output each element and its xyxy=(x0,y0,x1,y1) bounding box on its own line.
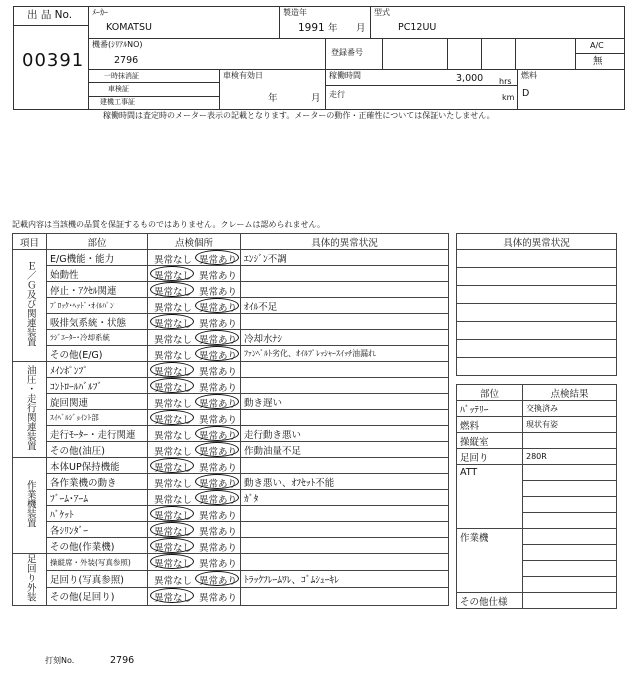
selected-circle xyxy=(195,250,239,265)
check-cell xyxy=(148,298,241,314)
inspection-row xyxy=(13,522,449,538)
part-cell: ﾌﾞﾛｯｸ･ﾍｯﾄﾞ･ｵｲﾙﾊﾟﾝ xyxy=(47,298,148,314)
col-part-header: 部位 xyxy=(47,234,148,250)
detail-cell xyxy=(241,554,449,571)
att-label xyxy=(457,481,523,497)
cert-inspection: 車検証 xyxy=(108,85,129,93)
col-check-header: 点検個所 xyxy=(148,234,241,250)
work-equipment-label xyxy=(457,577,523,593)
detail-cell: ｴﾝｼﾞﾝ不調 xyxy=(241,250,449,266)
detail-cell xyxy=(241,588,449,605)
normal-option: 異常なし xyxy=(154,415,193,426)
km-unit: km xyxy=(502,93,515,102)
detail-cell xyxy=(241,266,449,282)
detail-list-cell xyxy=(457,358,617,376)
lot-number: 00391 xyxy=(22,50,85,71)
inspection-row xyxy=(13,442,449,458)
detail-list-row xyxy=(457,358,617,376)
check-cell xyxy=(148,442,241,458)
selected-circle xyxy=(150,362,194,377)
detail-cell: 作動油量不足 xyxy=(241,442,449,458)
detail-list-cell xyxy=(457,322,617,340)
att-row xyxy=(457,465,617,481)
ac-label: A/C xyxy=(590,41,604,50)
inspection-date-label: 車検有効日 xyxy=(223,71,263,80)
selected-circle xyxy=(150,314,194,329)
inspection-row xyxy=(13,490,449,506)
inspection-row xyxy=(13,506,449,522)
part-cell: その他(油圧) xyxy=(47,442,148,458)
att-label: ATT xyxy=(457,465,523,481)
normal-option: 異常なし xyxy=(154,335,193,346)
detail-list-row xyxy=(457,250,617,268)
stamp-number: 2796 xyxy=(110,655,135,666)
selected-circle xyxy=(150,282,194,297)
selected-circle xyxy=(150,378,194,393)
check-cell xyxy=(148,394,241,410)
abnormal-option: 異常あり xyxy=(199,479,238,490)
inspection-row xyxy=(13,538,449,554)
detail-cell xyxy=(241,282,449,298)
abnormal-option: 異常あり xyxy=(199,351,238,362)
inspection-row xyxy=(13,330,449,346)
selected-circle xyxy=(150,458,194,473)
check-cell xyxy=(148,490,241,506)
maker-label: ﾒｰｶｰ xyxy=(92,8,108,17)
part-cell: ﾌﾞｰﾑ･ｱｰﾑ xyxy=(47,490,148,506)
year-label: 製造年 xyxy=(283,8,307,17)
check-cell xyxy=(148,282,241,298)
results-row xyxy=(457,401,617,417)
part-cell: ﾊﾞｹｯﾄ xyxy=(47,506,148,522)
work-equipment-row xyxy=(457,561,617,577)
normal-option: 異常なし xyxy=(154,271,193,282)
normal-option: 異常なし xyxy=(154,303,193,314)
inspection-month-unit: 月 xyxy=(311,93,321,104)
abnormal-option: 異常あり xyxy=(199,271,238,282)
inspection-row xyxy=(13,314,449,330)
part-cell: ﾒｲﾝﾎﾟﾝﾌﾟ xyxy=(47,362,148,378)
lot-number-label: 出 品 No. xyxy=(27,9,73,21)
check-cell xyxy=(148,250,241,266)
normal-option: 異常なし xyxy=(154,479,193,490)
check-cell xyxy=(148,346,241,362)
results-part-header: 部位 xyxy=(457,385,523,401)
check-cell xyxy=(148,314,241,330)
part-cell: その他(作業機) xyxy=(47,538,148,554)
abnormal-option: 異常あり xyxy=(199,527,238,538)
hours-note: 稼働時間は査定時のメーター表示の記載となります。メーターの動作・正確性については保証いたしません。 xyxy=(103,111,495,120)
results-table xyxy=(456,384,617,609)
att-value xyxy=(523,497,617,513)
inspection-row xyxy=(13,266,449,282)
cert-construction: 建機工事証 xyxy=(100,98,135,106)
selected-circle xyxy=(150,410,194,425)
abnormal-option: 異常あり xyxy=(199,415,238,426)
check-cell xyxy=(148,378,241,394)
work-equipment-row xyxy=(457,577,617,593)
check-cell xyxy=(148,330,241,346)
part-cell: 停止・ｱｸｾﾙ関連 xyxy=(47,282,148,298)
abnormal-option: 異常あり xyxy=(199,559,238,570)
abnormal-option: 異常あり xyxy=(199,303,238,314)
distance-label: 走行 xyxy=(329,90,345,99)
inspection-year-unit: 年 xyxy=(268,93,278,104)
hours-label: 稼働時間 xyxy=(329,71,361,80)
abnormal-option: 異常あり xyxy=(199,399,238,410)
part-cell: 吸排気系統・状態 xyxy=(47,314,148,330)
year: 1991 xyxy=(298,22,325,34)
part-cell: 本体UP保持機能 xyxy=(47,458,148,474)
detail-cell xyxy=(241,522,449,538)
registration-label: 登録番号 xyxy=(331,48,363,57)
work-equipment-label xyxy=(457,545,523,561)
normal-option: 異常なし xyxy=(154,399,193,410)
att-row xyxy=(457,513,617,529)
check-cell xyxy=(148,474,241,490)
cert-temporary: 一時抹消証 xyxy=(104,72,139,80)
results-value: 280R xyxy=(523,449,617,465)
selected-circle xyxy=(195,298,239,313)
abnormal-option: 異常あり xyxy=(199,495,238,506)
fuel-label: 燃料 xyxy=(521,71,537,80)
detail-list-title: 具体的異常状況 xyxy=(457,234,617,250)
abnormal-option: 異常あり xyxy=(199,319,238,330)
col-detail-header: 具体的異常状況 xyxy=(241,234,449,250)
abnormal-option: 異常あり xyxy=(199,576,238,588)
abnormal-option: 異常あり xyxy=(199,367,238,378)
abnormal-option: 異常あり xyxy=(199,511,238,522)
detail-list-row xyxy=(457,268,617,286)
abnormal-option: 異常あり xyxy=(199,255,238,266)
att-value xyxy=(523,513,617,529)
inspection-table xyxy=(12,233,449,606)
part-cell: 始動性 xyxy=(47,266,148,282)
abnormal-option: 異常あり xyxy=(199,463,238,474)
att-row xyxy=(457,481,617,497)
detail-cell: 冷却水ﾅｼ xyxy=(241,330,449,346)
results-part: 操縦室 xyxy=(457,433,523,449)
normal-option: 異常なし xyxy=(154,431,193,442)
normal-option: 異常なし xyxy=(154,447,193,458)
inspection-row xyxy=(13,554,449,571)
inspection-row xyxy=(13,474,449,490)
selected-circle xyxy=(150,554,194,569)
other-spec-label: その他仕様 xyxy=(457,593,523,609)
detail-list-row xyxy=(457,286,617,304)
results-part: 足回り xyxy=(457,449,523,465)
abnormal-option: 異常あり xyxy=(199,287,238,298)
normal-option: 異常なし xyxy=(154,543,193,554)
selected-circle xyxy=(195,394,239,409)
work-equipment-value xyxy=(523,529,617,545)
att-label xyxy=(457,513,523,529)
section-label: 作業機装置 xyxy=(13,458,47,554)
work-equipment-label: 作業機 xyxy=(457,529,523,545)
selected-circle xyxy=(150,506,194,521)
detail-cell xyxy=(241,378,449,394)
model: PC12UU xyxy=(398,22,437,33)
work-equipment-value xyxy=(523,561,617,577)
inspection-row xyxy=(13,458,449,474)
detail-cell: ｵｲﾙ不足 xyxy=(241,298,449,314)
work-equipment-row xyxy=(457,529,617,545)
hours-unit: hrs xyxy=(499,77,512,86)
results-row xyxy=(457,417,617,433)
normal-option: 異常なし xyxy=(154,287,193,298)
detail-cell xyxy=(241,538,449,554)
inspection-row xyxy=(13,410,449,426)
att-row xyxy=(457,497,617,513)
part-cell: 各作業機の動き xyxy=(47,474,148,490)
check-cell xyxy=(148,571,241,588)
results-value: 交換済み xyxy=(523,401,617,417)
check-cell xyxy=(148,362,241,378)
work-equipment-value xyxy=(523,545,617,561)
serial-label: 機番(ｼﾘｱﾙNO) xyxy=(92,40,143,49)
inspection-row xyxy=(13,346,449,362)
check-cell xyxy=(148,506,241,522)
year-unit: 年 xyxy=(328,23,338,34)
detail-cell xyxy=(241,458,449,474)
section-label: Ｅ／Ｇ及び関連装置 xyxy=(13,250,47,362)
work-equipment-label xyxy=(457,561,523,577)
check-cell xyxy=(148,538,241,554)
part-cell: 操縦席・外装(写真参照) xyxy=(47,554,148,571)
detail-list-cell xyxy=(457,304,617,322)
detail-cell xyxy=(241,410,449,426)
other-spec-value xyxy=(523,593,617,609)
inspection-row xyxy=(13,250,449,266)
model-label: 型式 xyxy=(374,8,390,17)
detail-list-cell xyxy=(457,286,617,304)
abnormal-option: 異常あり xyxy=(199,543,238,554)
detail-cell: ﾄﾗｯｸﾌﾚｰﾑﾜﾚ、ｺﾞﾑｼｭｰｷﾚ xyxy=(241,571,449,588)
ac-value: 無 xyxy=(593,56,603,67)
part-cell: 走行ﾓｰﾀｰ・走行関連 xyxy=(47,426,148,442)
section-label: 足回り外装 xyxy=(13,554,47,606)
inspection-row xyxy=(13,298,449,314)
normal-option: 異常なし xyxy=(154,593,193,605)
maker: KOMATSU xyxy=(106,22,152,33)
stamp-label: 打刻No. xyxy=(45,656,75,665)
selected-circle xyxy=(195,426,239,441)
check-cell xyxy=(148,266,241,282)
check-cell xyxy=(148,426,241,442)
normal-option: 異常なし xyxy=(154,383,193,394)
inspection-row xyxy=(13,362,449,378)
inspection-row xyxy=(13,378,449,394)
selected-circle xyxy=(195,330,239,345)
inspection-row xyxy=(13,394,449,410)
results-value: 現状有姿 xyxy=(523,417,617,433)
disclaimer: 記載内容は当該機の品質を保証するものではありません。クレームは認められません。 xyxy=(12,220,325,229)
detail-cell: 動き悪い、ｵﾌｾｯﾄ不能 xyxy=(241,474,449,490)
detail-list-cell xyxy=(457,268,617,286)
check-cell xyxy=(148,410,241,426)
other-spec-row xyxy=(457,593,617,609)
normal-option: 異常なし xyxy=(154,255,193,266)
att-value xyxy=(523,481,617,497)
month-unit: 月 xyxy=(356,23,366,34)
normal-option: 異常なし xyxy=(154,351,193,362)
abnormal-option: 異常あり xyxy=(199,383,238,394)
normal-option: 異常なし xyxy=(154,576,193,588)
results-row xyxy=(457,433,617,449)
work-equipment-value xyxy=(523,577,617,593)
part-cell: その他(E/G) xyxy=(47,346,148,362)
part-cell: 足回り(写真参照) xyxy=(47,571,148,588)
part-cell: E/G機能・能力 xyxy=(47,250,148,266)
inspection-row xyxy=(13,571,449,588)
results-part: 燃料 xyxy=(457,417,523,433)
col-item-header: 項目 xyxy=(13,234,47,250)
check-cell xyxy=(148,458,241,474)
detail-cell: ｶﾞﾀ xyxy=(241,490,449,506)
results-value xyxy=(523,433,617,449)
selected-circle xyxy=(195,346,239,361)
selected-circle xyxy=(195,490,239,505)
fuel-value: D xyxy=(522,88,530,99)
part-cell: ｺﾝﾄﾛｰﾙﾊﾞﾙﾌﾞ xyxy=(47,378,148,394)
inspection-row xyxy=(13,588,449,605)
detail-list-cell xyxy=(457,250,617,268)
part-cell: ｽｲﾍﾞﾙｼﾞｮｲﾝﾄ部 xyxy=(47,410,148,426)
check-cell xyxy=(148,588,241,605)
detail-cell: 走行動き悪い xyxy=(241,426,449,442)
detail-cell xyxy=(241,362,449,378)
normal-option: 異常なし xyxy=(154,367,193,378)
att-value xyxy=(523,465,617,481)
part-cell: その他(足回り) xyxy=(47,588,148,605)
abnormal-option: 異常あり xyxy=(199,431,238,442)
selected-circle xyxy=(195,474,239,489)
hours-value: 3,000 xyxy=(456,73,484,84)
detail-list-row xyxy=(457,322,617,340)
normal-option: 異常なし xyxy=(154,319,193,330)
normal-option: 異常なし xyxy=(154,527,193,538)
abnormal-option: 異常あり xyxy=(199,335,238,346)
normal-option: 異常なし xyxy=(154,495,193,506)
detail-list-row xyxy=(457,340,617,358)
normal-option: 異常なし xyxy=(154,559,193,570)
check-cell xyxy=(148,554,241,571)
abnormal-option: 異常あり xyxy=(199,447,238,458)
results-row xyxy=(457,449,617,465)
normal-option: 異常なし xyxy=(154,511,193,522)
abnormal-option: 異常あり xyxy=(199,593,238,605)
selected-circle xyxy=(150,538,194,553)
results-result-header: 点検結果 xyxy=(523,385,617,401)
inspection-row xyxy=(13,426,449,442)
check-cell xyxy=(148,522,241,538)
part-cell: ﾗｼﾞｴｰﾀｰ･冷却系統 xyxy=(47,330,148,346)
detail-list xyxy=(456,233,617,376)
selected-circle xyxy=(150,266,194,281)
results-part: ﾊﾞｯﾃﾘｰ xyxy=(457,401,523,417)
normal-option: 異常なし xyxy=(154,463,193,474)
work-equipment-row xyxy=(457,545,617,561)
att-label xyxy=(457,497,523,513)
detail-cell xyxy=(241,506,449,522)
selected-circle xyxy=(195,442,239,457)
part-cell: 各ｼﾘﾝﾀﾞｰ xyxy=(47,522,148,538)
selected-circle xyxy=(150,522,194,537)
detail-list-cell xyxy=(457,340,617,358)
detail-cell: 動き遅い xyxy=(241,394,449,410)
detail-cell xyxy=(241,314,449,330)
serial: 2796 xyxy=(114,55,139,66)
section-label: 油圧・走行関連装置 xyxy=(13,362,47,458)
part-cell: 旋回関連 xyxy=(47,394,148,410)
detail-list-row xyxy=(457,304,617,322)
detail-cell: ﾌｧﾝﾍﾞﾙﾄ劣化、ｵｲﾙﾌﾟﾚｯｼｬｰｽｲｯﾁ油漏れ xyxy=(241,346,449,362)
inspection-row xyxy=(13,282,449,298)
